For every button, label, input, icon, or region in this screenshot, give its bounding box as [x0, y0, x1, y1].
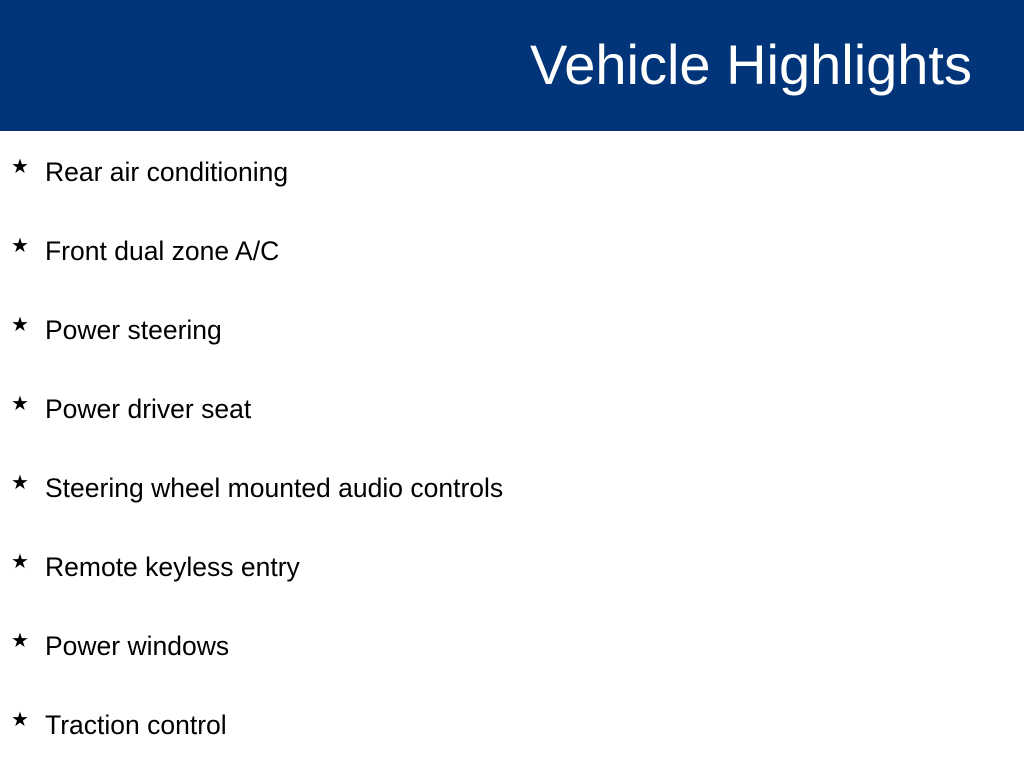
header-banner — [0, 0, 1024, 131]
star-icon: ★ — [11, 154, 29, 178]
highlight-label: Traction control — [45, 710, 227, 740]
star-icon: ★ — [11, 470, 29, 494]
star-icon: ★ — [11, 549, 29, 573]
highlight-label: Power windows — [45, 631, 230, 661]
highlight-label: Remote keyless entry — [45, 552, 300, 582]
star-icon: ★ — [11, 391, 29, 415]
highlight-label: Power driver seat — [45, 394, 252, 424]
star-icon: ★ — [11, 233, 29, 257]
highlight-label: Rear air conditioning — [45, 157, 289, 187]
highlight-label: Steering wheel mounted audio controls — [45, 473, 504, 503]
star-icon: ★ — [11, 707, 29, 731]
highlight-label: Power steering — [45, 315, 222, 345]
star-icon: ★ — [11, 312, 29, 336]
star-icon: ★ — [11, 628, 29, 652]
page-title: Vehicle Highlights — [529, 33, 972, 96]
highlight-label: Front dual zone A/C — [45, 236, 280, 266]
